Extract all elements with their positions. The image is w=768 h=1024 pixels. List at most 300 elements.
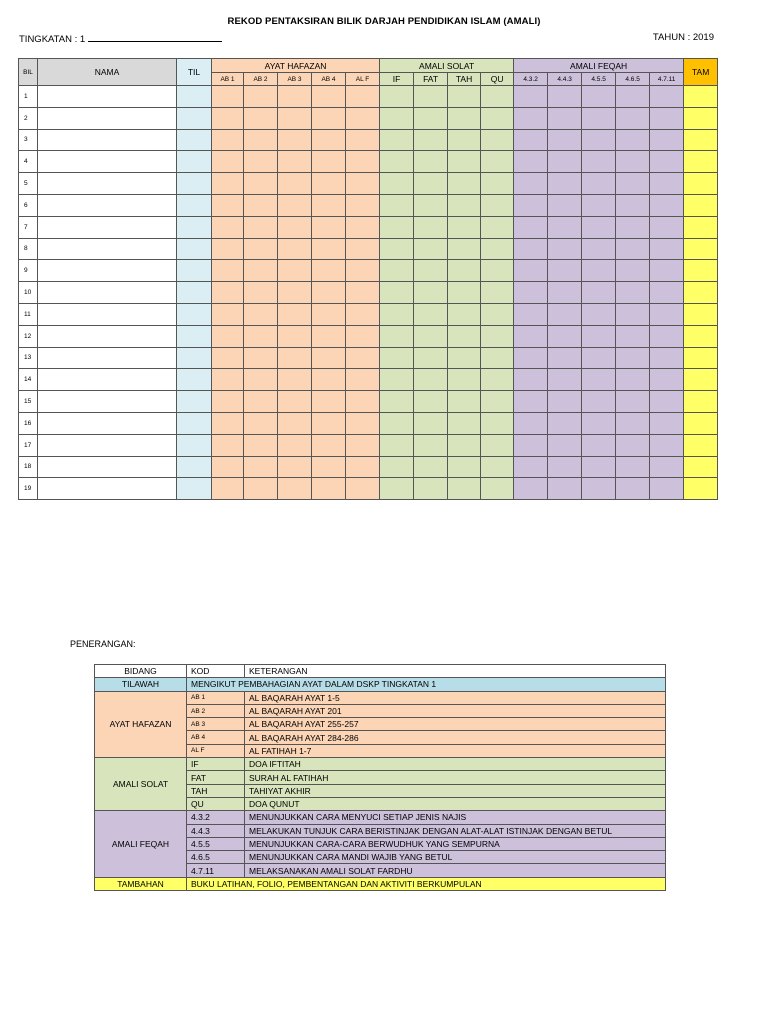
score-cell[interactable] — [548, 194, 582, 216]
score-cell[interactable] — [278, 369, 312, 391]
score-cell[interactable] — [448, 216, 481, 238]
score-cell[interactable] — [380, 282, 414, 304]
name-cell[interactable] — [38, 325, 177, 347]
score-cell[interactable] — [346, 456, 380, 478]
score-cell[interactable] — [312, 391, 346, 413]
score-cell[interactable] — [414, 129, 448, 151]
score-cell[interactable] — [514, 369, 548, 391]
score-cell[interactable] — [650, 456, 684, 478]
score-cell[interactable] — [346, 325, 380, 347]
score-cell[interactable] — [212, 369, 244, 391]
score-cell[interactable] — [650, 478, 684, 500]
score-cell[interactable] — [481, 391, 514, 413]
score-cell[interactable] — [212, 194, 244, 216]
score-cell[interactable] — [346, 107, 380, 129]
score-cell[interactable] — [244, 216, 278, 238]
score-cell[interactable] — [212, 238, 244, 260]
score-cell[interactable] — [380, 303, 414, 325]
score-cell[interactable] — [616, 303, 650, 325]
score-cell[interactable] — [448, 282, 481, 304]
score-cell[interactable] — [616, 107, 650, 129]
score-cell[interactable] — [414, 282, 448, 304]
score-cell[interactable] — [684, 107, 718, 129]
score-cell[interactable] — [346, 282, 380, 304]
score-cell[interactable] — [312, 369, 346, 391]
score-cell[interactable] — [346, 369, 380, 391]
score-cell[interactable] — [481, 325, 514, 347]
score-cell[interactable] — [212, 434, 244, 456]
score-cell[interactable] — [548, 347, 582, 369]
score-cell[interactable] — [414, 238, 448, 260]
score-cell[interactable] — [212, 107, 244, 129]
score-cell[interactable] — [244, 194, 278, 216]
score-cell[interactable] — [481, 151, 514, 173]
score-cell[interactable] — [380, 347, 414, 369]
score-cell[interactable] — [448, 86, 481, 108]
score-cell[interactable] — [650, 434, 684, 456]
score-cell[interactable] — [616, 282, 650, 304]
score-cell[interactable] — [414, 151, 448, 173]
score-cell[interactable] — [514, 303, 548, 325]
score-cell[interactable] — [346, 260, 380, 282]
score-cell[interactable] — [481, 412, 514, 434]
score-cell[interactable] — [514, 412, 548, 434]
score-cell[interactable] — [650, 303, 684, 325]
score-cell[interactable] — [582, 434, 616, 456]
score-cell[interactable] — [244, 391, 278, 413]
score-cell[interactable] — [684, 282, 718, 304]
score-cell[interactable] — [684, 325, 718, 347]
score-cell[interactable] — [346, 238, 380, 260]
score-cell[interactable] — [380, 456, 414, 478]
score-cell[interactable] — [650, 282, 684, 304]
score-cell[interactable] — [212, 456, 244, 478]
score-cell[interactable] — [448, 194, 481, 216]
score-cell[interactable] — [616, 369, 650, 391]
score-cell[interactable] — [414, 391, 448, 413]
score-cell[interactable] — [278, 456, 312, 478]
score-cell[interactable] — [346, 151, 380, 173]
name-cell[interactable] — [38, 173, 177, 195]
score-cell[interactable] — [380, 173, 414, 195]
score-cell[interactable] — [312, 412, 346, 434]
score-cell[interactable] — [514, 216, 548, 238]
score-cell[interactable] — [582, 173, 616, 195]
score-cell[interactable] — [650, 391, 684, 413]
score-cell[interactable] — [278, 107, 312, 129]
score-cell[interactable] — [212, 303, 244, 325]
score-cell[interactable] — [616, 238, 650, 260]
score-cell[interactable] — [346, 86, 380, 108]
score-cell[interactable] — [481, 173, 514, 195]
score-cell[interactable] — [212, 282, 244, 304]
name-cell[interactable] — [38, 478, 177, 500]
score-cell[interactable] — [582, 194, 616, 216]
score-cell[interactable] — [448, 238, 481, 260]
score-cell[interactable] — [278, 412, 312, 434]
score-cell[interactable] — [312, 194, 346, 216]
score-cell[interactable] — [650, 86, 684, 108]
score-cell[interactable] — [414, 216, 448, 238]
score-cell[interactable] — [177, 303, 212, 325]
score-cell[interactable] — [244, 456, 278, 478]
score-cell[interactable] — [684, 412, 718, 434]
score-cell[interactable] — [514, 86, 548, 108]
score-cell[interactable] — [582, 151, 616, 173]
name-cell[interactable] — [38, 238, 177, 260]
score-cell[interactable] — [616, 129, 650, 151]
score-cell[interactable] — [380, 151, 414, 173]
score-cell[interactable] — [244, 325, 278, 347]
name-cell[interactable] — [38, 303, 177, 325]
score-cell[interactable] — [312, 478, 346, 500]
score-cell[interactable] — [684, 478, 718, 500]
score-cell[interactable] — [582, 325, 616, 347]
score-cell[interactable] — [380, 194, 414, 216]
score-cell[interactable] — [481, 456, 514, 478]
score-cell[interactable] — [346, 303, 380, 325]
score-cell[interactable] — [414, 303, 448, 325]
name-cell[interactable] — [38, 194, 177, 216]
score-cell[interactable] — [684, 369, 718, 391]
score-cell[interactable] — [278, 478, 312, 500]
score-cell[interactable] — [380, 478, 414, 500]
score-cell[interactable] — [514, 456, 548, 478]
score-cell[interactable] — [514, 260, 548, 282]
name-cell[interactable] — [38, 86, 177, 108]
score-cell[interactable] — [481, 194, 514, 216]
score-cell[interactable] — [414, 173, 448, 195]
score-cell[interactable] — [684, 173, 718, 195]
score-cell[interactable] — [278, 325, 312, 347]
score-cell[interactable] — [312, 129, 346, 151]
score-cell[interactable] — [244, 434, 278, 456]
score-cell[interactable] — [616, 325, 650, 347]
name-cell[interactable] — [38, 434, 177, 456]
score-cell[interactable] — [278, 391, 312, 413]
score-cell[interactable] — [312, 107, 346, 129]
score-cell[interactable] — [177, 347, 212, 369]
score-cell[interactable] — [346, 478, 380, 500]
score-cell[interactable] — [346, 412, 380, 434]
score-cell[interactable] — [177, 107, 212, 129]
score-cell[interactable] — [177, 129, 212, 151]
score-cell[interactable] — [650, 325, 684, 347]
score-cell[interactable] — [548, 86, 582, 108]
name-cell[interactable] — [38, 151, 177, 173]
score-cell[interactable] — [582, 216, 616, 238]
score-cell[interactable] — [414, 478, 448, 500]
score-cell[interactable] — [514, 151, 548, 173]
score-cell[interactable] — [548, 325, 582, 347]
name-cell[interactable] — [38, 282, 177, 304]
score-cell[interactable] — [650, 129, 684, 151]
score-cell[interactable] — [380, 129, 414, 151]
score-cell[interactable] — [177, 478, 212, 500]
score-cell[interactable] — [514, 173, 548, 195]
score-cell[interactable] — [312, 456, 346, 478]
score-cell[interactable] — [448, 260, 481, 282]
score-cell[interactable] — [177, 434, 212, 456]
score-cell[interactable] — [582, 238, 616, 260]
score-cell[interactable] — [548, 151, 582, 173]
score-cell[interactable] — [514, 129, 548, 151]
score-cell[interactable] — [312, 173, 346, 195]
score-cell[interactable] — [616, 478, 650, 500]
score-cell[interactable] — [548, 282, 582, 304]
score-cell[interactable] — [448, 478, 481, 500]
score-cell[interactable] — [514, 347, 548, 369]
score-cell[interactable] — [177, 151, 212, 173]
score-cell[interactable] — [312, 238, 346, 260]
score-cell[interactable] — [312, 86, 346, 108]
score-cell[interactable] — [481, 216, 514, 238]
score-cell[interactable] — [244, 478, 278, 500]
score-cell[interactable] — [548, 260, 582, 282]
score-cell[interactable] — [278, 238, 312, 260]
score-cell[interactable] — [582, 303, 616, 325]
score-cell[interactable] — [312, 325, 346, 347]
score-cell[interactable] — [582, 260, 616, 282]
score-cell[interactable] — [548, 478, 582, 500]
score-cell[interactable] — [212, 325, 244, 347]
score-cell[interactable] — [548, 107, 582, 129]
score-cell[interactable] — [448, 412, 481, 434]
score-cell[interactable] — [650, 347, 684, 369]
score-cell[interactable] — [514, 107, 548, 129]
score-cell[interactable] — [616, 151, 650, 173]
score-cell[interactable] — [312, 347, 346, 369]
score-cell[interactable] — [244, 282, 278, 304]
score-cell[interactable] — [616, 260, 650, 282]
score-cell[interactable] — [650, 412, 684, 434]
score-cell[interactable] — [212, 216, 244, 238]
score-cell[interactable] — [582, 369, 616, 391]
score-cell[interactable] — [481, 478, 514, 500]
score-cell[interactable] — [448, 129, 481, 151]
score-cell[interactable] — [684, 456, 718, 478]
score-cell[interactable] — [481, 129, 514, 151]
score-cell[interactable] — [177, 369, 212, 391]
score-cell[interactable] — [616, 173, 650, 195]
score-cell[interactable] — [650, 194, 684, 216]
score-cell[interactable] — [244, 107, 278, 129]
score-cell[interactable] — [177, 86, 212, 108]
score-cell[interactable] — [548, 129, 582, 151]
score-cell[interactable] — [177, 173, 212, 195]
score-cell[interactable] — [278, 86, 312, 108]
score-cell[interactable] — [212, 391, 244, 413]
score-cell[interactable] — [514, 391, 548, 413]
score-cell[interactable] — [582, 107, 616, 129]
score-cell[interactable] — [548, 391, 582, 413]
score-cell[interactable] — [212, 260, 244, 282]
score-cell[interactable] — [346, 129, 380, 151]
score-cell[interactable] — [380, 369, 414, 391]
score-cell[interactable] — [616, 347, 650, 369]
name-cell[interactable] — [38, 107, 177, 129]
score-cell[interactable] — [312, 151, 346, 173]
score-cell[interactable] — [616, 391, 650, 413]
score-cell[interactable] — [312, 216, 346, 238]
score-cell[interactable] — [448, 325, 481, 347]
score-cell[interactable] — [380, 238, 414, 260]
score-cell[interactable] — [278, 260, 312, 282]
score-cell[interactable] — [684, 86, 718, 108]
score-cell[interactable] — [514, 282, 548, 304]
score-cell[interactable] — [346, 434, 380, 456]
score-cell[interactable] — [346, 173, 380, 195]
score-cell[interactable] — [177, 456, 212, 478]
score-cell[interactable] — [650, 238, 684, 260]
score-cell[interactable] — [616, 456, 650, 478]
score-cell[interactable] — [177, 412, 212, 434]
score-cell[interactable] — [380, 391, 414, 413]
score-cell[interactable] — [448, 151, 481, 173]
score-cell[interactable] — [414, 412, 448, 434]
score-cell[interactable] — [448, 456, 481, 478]
score-cell[interactable] — [481, 434, 514, 456]
score-cell[interactable] — [380, 325, 414, 347]
score-cell[interactable] — [414, 325, 448, 347]
score-cell[interactable] — [582, 412, 616, 434]
score-cell[interactable] — [684, 194, 718, 216]
score-cell[interactable] — [380, 86, 414, 108]
score-cell[interactable] — [548, 369, 582, 391]
score-cell[interactable] — [177, 325, 212, 347]
score-cell[interactable] — [414, 260, 448, 282]
name-cell[interactable] — [38, 391, 177, 413]
score-cell[interactable] — [582, 347, 616, 369]
score-cell[interactable] — [414, 434, 448, 456]
score-cell[interactable] — [244, 260, 278, 282]
score-cell[interactable] — [380, 216, 414, 238]
score-cell[interactable] — [684, 347, 718, 369]
score-cell[interactable] — [177, 391, 212, 413]
score-cell[interactable] — [278, 129, 312, 151]
score-cell[interactable] — [346, 391, 380, 413]
name-cell[interactable] — [38, 347, 177, 369]
score-cell[interactable] — [548, 238, 582, 260]
score-cell[interactable] — [244, 173, 278, 195]
score-cell[interactable] — [481, 369, 514, 391]
score-cell[interactable] — [448, 107, 481, 129]
name-cell[interactable] — [38, 216, 177, 238]
score-cell[interactable] — [548, 434, 582, 456]
name-cell[interactable] — [38, 456, 177, 478]
score-cell[interactable] — [650, 216, 684, 238]
score-cell[interactable] — [616, 412, 650, 434]
score-cell[interactable] — [684, 303, 718, 325]
score-cell[interactable] — [582, 478, 616, 500]
score-cell[interactable] — [346, 216, 380, 238]
score-cell[interactable] — [177, 238, 212, 260]
score-cell[interactable] — [212, 412, 244, 434]
score-cell[interactable] — [448, 303, 481, 325]
name-cell[interactable] — [38, 129, 177, 151]
name-cell[interactable] — [38, 260, 177, 282]
score-cell[interactable] — [548, 303, 582, 325]
score-cell[interactable] — [448, 347, 481, 369]
score-cell[interactable] — [212, 347, 244, 369]
score-cell[interactable] — [684, 434, 718, 456]
score-cell[interactable] — [278, 282, 312, 304]
score-cell[interactable] — [650, 260, 684, 282]
score-cell[interactable] — [414, 194, 448, 216]
score-cell[interactable] — [514, 434, 548, 456]
score-cell[interactable] — [212, 173, 244, 195]
score-cell[interactable] — [582, 129, 616, 151]
score-cell[interactable] — [278, 216, 312, 238]
score-cell[interactable] — [582, 86, 616, 108]
score-cell[interactable] — [481, 347, 514, 369]
score-cell[interactable] — [312, 282, 346, 304]
score-cell[interactable] — [278, 434, 312, 456]
score-cell[interactable] — [514, 478, 548, 500]
score-cell[interactable] — [448, 369, 481, 391]
score-cell[interactable] — [650, 369, 684, 391]
score-cell[interactable] — [244, 238, 278, 260]
score-cell[interactable] — [312, 434, 346, 456]
score-cell[interactable] — [582, 391, 616, 413]
score-cell[interactable] — [548, 173, 582, 195]
score-cell[interactable] — [278, 194, 312, 216]
score-cell[interactable] — [244, 412, 278, 434]
score-cell[interactable] — [244, 86, 278, 108]
score-cell[interactable] — [448, 173, 481, 195]
score-cell[interactable] — [380, 434, 414, 456]
score-cell[interactable] — [684, 129, 718, 151]
score-cell[interactable] — [616, 86, 650, 108]
score-cell[interactable] — [481, 107, 514, 129]
score-cell[interactable] — [481, 86, 514, 108]
name-cell[interactable] — [38, 412, 177, 434]
score-cell[interactable] — [244, 129, 278, 151]
score-cell[interactable] — [414, 86, 448, 108]
score-cell[interactable] — [380, 107, 414, 129]
score-cell[interactable] — [514, 238, 548, 260]
score-cell[interactable] — [582, 282, 616, 304]
score-cell[interactable] — [514, 325, 548, 347]
score-cell[interactable] — [414, 347, 448, 369]
score-cell[interactable] — [346, 194, 380, 216]
score-cell[interactable] — [380, 260, 414, 282]
score-cell[interactable] — [514, 194, 548, 216]
score-cell[interactable] — [548, 412, 582, 434]
score-cell[interactable] — [278, 173, 312, 195]
score-cell[interactable] — [650, 173, 684, 195]
score-cell[interactable] — [244, 347, 278, 369]
score-cell[interactable] — [684, 260, 718, 282]
score-cell[interactable] — [414, 456, 448, 478]
score-cell[interactable] — [278, 151, 312, 173]
score-cell[interactable] — [212, 478, 244, 500]
score-cell[interactable] — [481, 303, 514, 325]
score-cell[interactable] — [414, 369, 448, 391]
score-cell[interactable] — [380, 412, 414, 434]
score-cell[interactable] — [212, 86, 244, 108]
score-cell[interactable] — [312, 303, 346, 325]
score-cell[interactable] — [616, 194, 650, 216]
score-cell[interactable] — [448, 391, 481, 413]
score-cell[interactable] — [278, 347, 312, 369]
score-cell[interactable] — [481, 282, 514, 304]
score-cell[interactable] — [177, 216, 212, 238]
score-cell[interactable] — [616, 434, 650, 456]
name-cell[interactable] — [38, 369, 177, 391]
score-cell[interactable] — [548, 216, 582, 238]
score-cell[interactable] — [650, 107, 684, 129]
